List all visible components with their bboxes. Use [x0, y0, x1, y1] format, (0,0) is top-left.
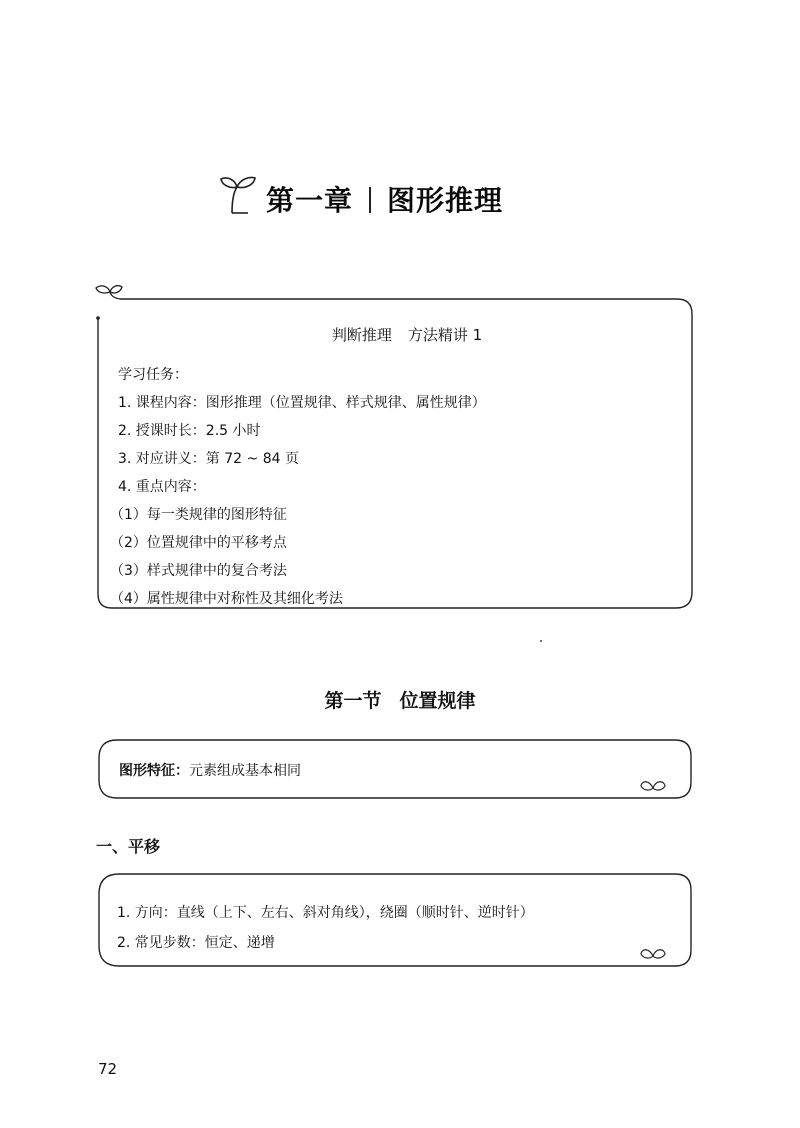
study-task-box [92, 282, 697, 612]
feature-value: 元素组成基本相同 [189, 763, 301, 779]
chapter-title [0, 173, 800, 223]
feature-text [119, 760, 301, 780]
task-label: 学习任务： [118, 367, 188, 383]
task-content [110, 324, 678, 613]
scan-speck [540, 640, 542, 642]
translation-note-box [95, 872, 695, 968]
section-number: 第一节 [324, 690, 382, 712]
sprout-icon [639, 776, 667, 794]
task-heading-lesson: 方法精讲 1 [407, 326, 483, 344]
chapter-number: 第一章 [266, 184, 354, 217]
translation-item: 1. 方向：直线（上下、左右、斜对角线），绕圈（顺时针、逆时针） [117, 905, 534, 921]
section-title [0, 686, 800, 713]
task-item: 1. 课程内容：图形推理（位置规律、样式规律、属性规律） [118, 395, 486, 411]
section-name: 位置规律 [399, 690, 476, 712]
page-number: 72 [98, 1060, 118, 1078]
task-item: 3. 对应讲义：第 72 ~ 84 页 [118, 451, 299, 467]
feature-label: 图形特征： [119, 763, 189, 779]
translation-item: 2. 常见步数：恒定、递增 [117, 935, 275, 951]
task-sub-item: （1）每一类规律的图形特征 [110, 507, 287, 523]
translation-content [117, 898, 534, 958]
task-heading [118, 324, 678, 345]
chapter-heading [266, 179, 503, 219]
feature-note-box [95, 738, 695, 800]
task-sub-item: （2）位置规律中的平移考点 [110, 535, 287, 551]
sprout-icon [639, 944, 667, 962]
task-sub-item: （3）样式规律中的复合考法 [110, 563, 287, 579]
subsection-heading: 一、平移 [96, 837, 161, 856]
chapter-separator [369, 187, 371, 213]
task-item: 2. 授课时长：2.5 小时 [118, 423, 261, 439]
sprout-icon [96, 286, 122, 299]
sprout-icon [218, 173, 264, 215]
task-heading-subject: 判断推理 [331, 326, 392, 344]
task-item: 4. 重点内容： [118, 479, 206, 495]
task-sub-item: （4）属性规律中对称性及其细化考法 [110, 591, 343, 607]
chapter-name: 图形推理 [387, 184, 504, 217]
